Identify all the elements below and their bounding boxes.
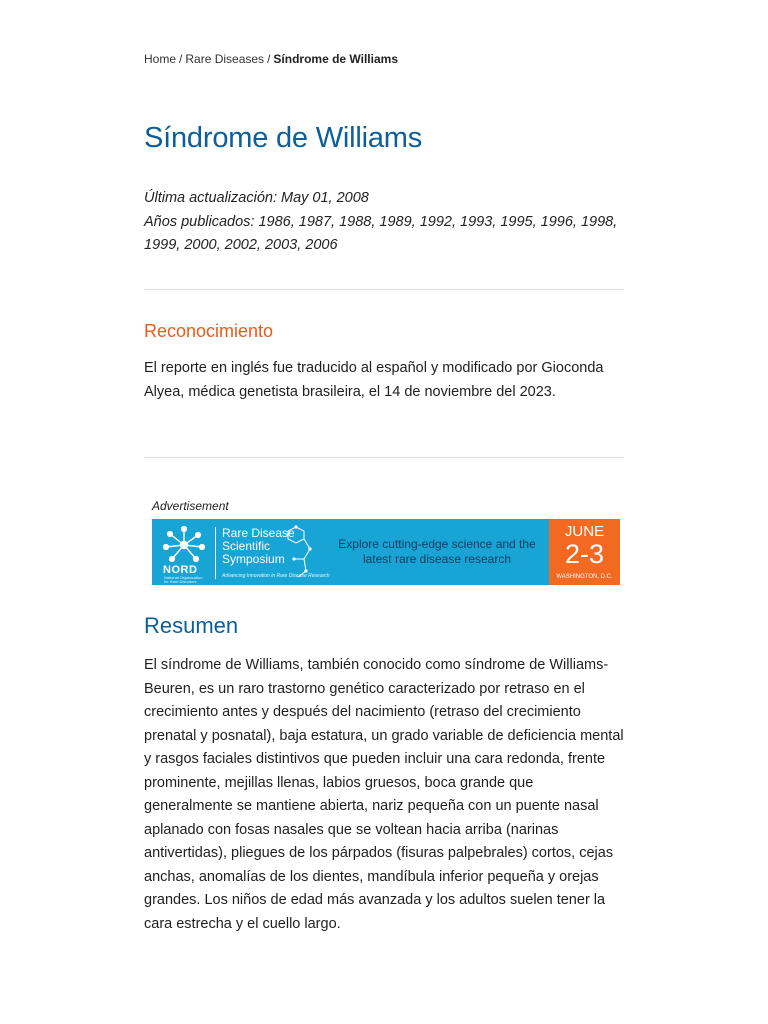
nord-logo-icon <box>160 525 208 565</box>
event-days: 2-3 <box>564 539 605 569</box>
publication-meta <box>144 187 624 258</box>
page-title: Síndrome de Williams <box>144 122 423 154</box>
symposium-title-line: Symposium <box>222 552 285 566</box>
event-month: JUNE <box>564 523 605 540</box>
symposium-title-line: Rare Disease <box>222 526 295 540</box>
symposium-title-line: Scientific <box>222 539 271 553</box>
section-divider <box>144 457 624 458</box>
breadcrumb-current: Síndrome de Williams <box>273 52 398 66</box>
event-location: WASHINGTON, D.C. <box>556 574 613 580</box>
recognition-text: El reporte en inglés fue traducido al español y modificado por Gioconda Alyea, médica genetista brasileira, el 14 de noviembre del 2023. <box>144 360 604 400</box>
last-updated: Última actualización: May 01, 2008 <box>144 190 369 206</box>
years-published: Años publicados: 1986, 1987, 1988, 1989, 1992, 1993, 1995, 1996, 1998, 1999, 2000, 2002, 2003, 2006 <box>144 213 618 253</box>
advertisement-label: Advertisement <box>152 499 229 513</box>
breadcrumb-rare-diseases-link[interactable]: Rare Diseases <box>185 52 265 66</box>
event-date-box <box>549 519 620 585</box>
summary-heading: Resumen <box>144 613 239 638</box>
molecule-icon <box>284 523 314 579</box>
breadcrumb-home-link[interactable]: Home <box>144 52 177 66</box>
breadcrumb <box>144 52 398 66</box>
ad-divider <box>215 527 216 579</box>
symposium-tagline: Advancing Innovation in Rare Disease Research <box>222 573 330 579</box>
nord-logo-subtext: National Organization for Rare Disorders <box>164 575 203 584</box>
breadcrumb-separator: / <box>179 52 183 66</box>
summary-text: El síndrome de Williams, también conocido como síndrome de Williams-Beuren, es un raro trastorno genético caracterizado por retraso en el crecimiento antes y después del nacimiento (retraso del crecimiento prenatal y posnatal), baja estatura, un grado variable de deficiencia mental y rasgos faciales distintivos que pueden incluir una cara redonda, frente prominente, mejillas llenas, labios gruesos, boca grande que generalmente se mantiene abierta, nariz pequeña con un puente nasal aplanado con fosas nasales que se voltean hacia arriba (narinas antivertidas), pliegues de los párpados (fisuras palpebrales) cortos, cejas anchas, anomalías de los dientes, mandíbula inferior pequeña y orejas grandes. Los niños de edad más avanzada y los adultos suelen tener la cara estrecha y el cuello largo. <box>144 657 624 932</box>
breadcrumb-separator: / <box>267 52 271 66</box>
symposium-title <box>222 527 332 566</box>
recognition-heading: Reconocimiento <box>144 321 274 341</box>
ad-explore-text: Explore cutting-edge science and the latest rare disease research <box>338 537 536 566</box>
nord-logo-text: NORD <box>163 564 198 576</box>
section-divider <box>144 289 624 290</box>
symposium-ad-banner[interactable] <box>152 519 620 585</box>
